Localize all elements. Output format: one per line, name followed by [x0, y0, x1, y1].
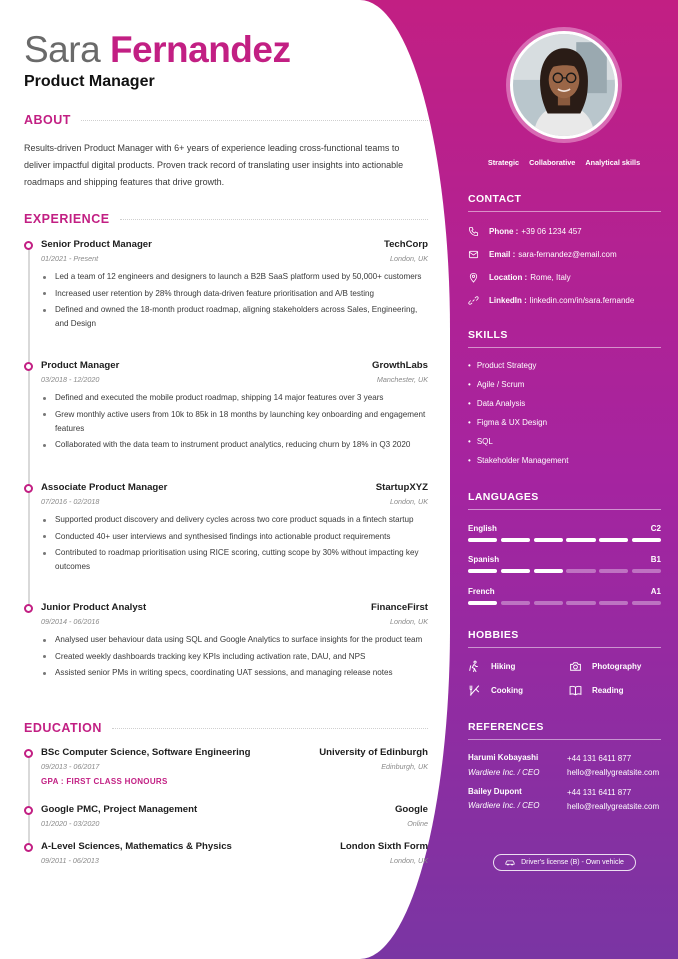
link-icon — [468, 295, 479, 306]
language-meter-segment — [501, 538, 530, 542]
experience-bullet: Collaborated with the data team to instrument product analytics, reducing churn by 18% in Q3 2020 — [41, 438, 428, 452]
hobby-item — [468, 684, 523, 697]
hobby-item — [468, 660, 515, 673]
experience-title: Senior Product Manager — [41, 239, 152, 250]
references-heading: REFERENCES — [468, 721, 661, 740]
education-location: London, UK — [390, 856, 428, 865]
hobby-item — [569, 660, 641, 673]
experience-bullet: Analysed user behaviour data using SQL and Google Analytics to surface insights for the product team — [41, 633, 428, 647]
experience-bullet: Grew monthly active users from 10k to 85k in 18 months by launching key onboarding and engagement features — [41, 408, 428, 436]
contact-linkedin-label: LinkedIn : — [489, 296, 527, 305]
skill-item: • Data Analysis — [468, 399, 525, 408]
skill-item: • SQL — [468, 437, 493, 446]
experience-bullet: Created weekly dashboards tracking key KPIs including activation rate, DAU, and NPS — [41, 650, 428, 664]
language-meter-segment — [566, 569, 595, 573]
experience-entry — [24, 482, 428, 602]
skills-heading: SKILLS — [468, 329, 661, 348]
contact-email — [468, 249, 617, 260]
experience-dates: 01/2021 - Present — [41, 254, 99, 263]
education-entry — [24, 804, 428, 834]
education-school: London Sixth Form — [340, 841, 428, 852]
language-meter — [468, 569, 661, 573]
timeline-dot — [24, 604, 33, 613]
experience-title: Associate Product Manager — [41, 482, 168, 493]
language-meter-segment — [501, 601, 530, 605]
job-title: Product Manager — [24, 73, 155, 90]
timeline-dot — [24, 484, 33, 493]
experience-company: GrowthLabs — [372, 360, 428, 371]
contact-location — [468, 272, 571, 283]
language-meter-segment — [632, 538, 661, 542]
experience-bullet: Led a team of 12 engineers and designers to launch a B2B SaaS platform used by 50,000+ customers — [41, 270, 428, 284]
reference-role: Wardiere Inc. / CEO — [468, 801, 540, 810]
experience-location: Manchester, UK — [376, 375, 428, 384]
drivers-license-badge — [493, 854, 636, 871]
experience-company: FinanceFirst — [370, 602, 428, 613]
reference-email[interactable]: hello@reallygreatsite.com — [567, 768, 660, 777]
education-title: BSc Computer Science, Software Engineering — [41, 747, 251, 758]
language-spanish — [468, 555, 661, 564]
experience-company: StartupXYZ — [375, 482, 428, 493]
experience-company: TechCorp — [383, 239, 428, 250]
education-gpa: GPA : FIRST CLASS HONOURS — [41, 777, 168, 786]
experience-title: Junior Product Analyst — [41, 602, 147, 613]
hiking-icon — [468, 660, 481, 673]
education-dates: 09/2011 - 06/2013 — [41, 856, 99, 865]
language-french — [468, 587, 661, 596]
skill-item: • Product Strategy — [468, 361, 536, 370]
language-level: C2 — [650, 524, 661, 533]
experience-dates: 09/2014 - 06/2016 — [41, 617, 100, 626]
about-heading: ABOUT — [24, 113, 428, 127]
profile-photo-frame — [506, 27, 622, 143]
hobby-label: Hiking — [491, 662, 516, 671]
experience-bullet: Defined and owned the 18-month product roadmap, aligning stakeholders across Sales, Engineering, and Design — [41, 303, 428, 331]
language-name: French — [468, 587, 495, 596]
experience-location: London, UK — [390, 497, 428, 506]
education-entry — [24, 747, 428, 797]
car-icon — [505, 859, 515, 867]
cooking-icon — [468, 684, 481, 697]
camera-icon — [569, 660, 582, 673]
experience-bullet: Supported product discovery and delivery cycles across two core product squads in a fintech startup — [41, 513, 428, 527]
reference-phone: +44 131 6411 877 — [567, 788, 632, 797]
full-name — [24, 30, 290, 70]
language-meter — [468, 601, 661, 605]
location-pin-icon — [468, 272, 479, 283]
contact-phone-value: +39 06 1234 457 — [521, 227, 582, 236]
experience-bullet: Assisted senior PMs in writing specs, coordinating UAT sessions, and managing release notes — [41, 666, 428, 680]
education-school: Google — [394, 804, 428, 815]
skill-item: • Stakeholder Management — [468, 456, 568, 465]
contact-phone-label: Phone : — [489, 227, 519, 236]
language-name: English — [468, 524, 497, 533]
language-meter-segment — [501, 569, 530, 573]
education-heading: EDUCATION — [24, 721, 428, 735]
language-meter-segment — [566, 601, 595, 605]
tag: Analytical skills — [585, 158, 641, 167]
language-meter-segment — [534, 601, 563, 605]
first-name: Sara — [24, 29, 101, 70]
timeline-dot — [24, 806, 33, 815]
language-meter-segment — [468, 538, 497, 542]
last-name: Fernandez — [109, 29, 291, 70]
experience-entry — [24, 360, 428, 480]
experience-dates: 07/2016 - 02/2018 — [41, 497, 100, 506]
skill-item: • Agile / Scrum — [468, 380, 524, 389]
education-title: A-Level Sciences, Mathematics & Physics — [41, 841, 232, 852]
experience-location: London, UK — [390, 617, 428, 626]
timeline-dot — [24, 362, 33, 371]
tag: Collaborative — [529, 158, 576, 167]
experience-location: London, UK — [390, 254, 428, 263]
contact-email-label: Email : — [489, 250, 516, 259]
experience-bullet: Defined and executed the mobile product roadmap, shipping 14 major features over 3 years — [41, 391, 428, 405]
reference-name: Harumi Kobayashi — [468, 753, 539, 762]
reference-phone: +44 131 6411 877 — [567, 754, 632, 763]
language-meter-segment — [468, 569, 497, 573]
license-text: Driver's license (B) - Own vehicle — [521, 859, 624, 866]
sidebar — [450, 0, 678, 959]
language-meter-segment — [632, 601, 661, 605]
language-meter — [468, 538, 661, 542]
reference-name: Bailey Dupont — [468, 787, 522, 796]
language-english — [468, 524, 661, 533]
reference-role: Wardiere Inc. / CEO — [468, 768, 540, 777]
contact-location-label: Location : — [489, 273, 528, 282]
language-level: B1 — [650, 555, 661, 564]
education-entry — [24, 841, 428, 871]
hobbies-heading: HOBBIES — [468, 629, 661, 648]
contact-location-value: Rome, Italy — [530, 273, 571, 282]
experience-bullet: Contributed to roadmap prioritisation using RICE scoring, cutting scope by 30% without impacting key outcomes — [41, 546, 428, 574]
experience-heading: EXPERIENCE — [24, 212, 428, 226]
education-school: University of Edinburgh — [319, 747, 428, 758]
hobby-label: Reading — [592, 686, 624, 695]
timeline-dot — [24, 241, 33, 250]
book-icon — [569, 684, 582, 697]
contact-linkedin-value[interactable]: linkedin.com/in/sara.fernande — [529, 296, 635, 305]
language-meter-segment — [599, 569, 628, 573]
hobby-label: Cooking — [491, 686, 523, 695]
experience-entry — [24, 239, 428, 359]
language-level: A1 — [650, 587, 661, 596]
hobby-label: Photography — [592, 662, 642, 671]
languages-heading: LANGUAGES — [468, 491, 661, 510]
timeline-dot — [24, 749, 33, 758]
education-location: Edinburgh, UK — [381, 762, 428, 771]
language-meter-segment — [468, 601, 497, 605]
phone-icon — [468, 226, 479, 237]
mail-icon — [468, 249, 479, 260]
hobby-item — [569, 684, 624, 697]
experience-bullet: Increased user retention by 28% through data-driven feature prioritisation and A/B testing — [41, 287, 428, 301]
education-dates: 01/2020 - 03/2020 — [41, 819, 100, 828]
contact-linkedin — [468, 295, 634, 306]
contact-phone — [468, 226, 582, 237]
tag: Strategic — [487, 158, 520, 167]
profile-photo — [510, 31, 618, 139]
language-name: Spanish — [468, 555, 500, 564]
education-title: Google PMC, Project Management — [41, 804, 198, 815]
reference-email[interactable]: hello@reallygreatsite.com — [567, 802, 660, 811]
about-text: Results-driven Product Manager with 6+ years of experience leading cross-functional teams to deliver impactful digital products. Proven track record of translating user insights into actionable roadmaps and shipping features that drive growth. — [24, 143, 404, 187]
language-meter-segment — [599, 538, 628, 542]
language-meter-segment — [534, 538, 563, 542]
language-meter-segment — [599, 601, 628, 605]
contact-heading: CONTACT — [468, 193, 661, 212]
language-meter-segment — [566, 538, 595, 542]
education-location: Online — [407, 819, 428, 828]
portrait-image — [513, 34, 615, 136]
experience-dates: 03/2018 - 12/2020 — [41, 375, 100, 384]
skill-item: • Figma & UX Design — [468, 418, 547, 427]
language-meter-segment — [534, 569, 563, 573]
personal-tags — [450, 158, 678, 167]
experience-entry — [24, 602, 428, 707]
language-meter-segment — [632, 569, 661, 573]
education-dates: 09/2013 - 06/2017 — [41, 762, 100, 771]
experience-bullet: Conducted 40+ user interviews and synthesised findings into actionable product requirements — [41, 530, 428, 544]
experience-title: Product Manager — [41, 360, 120, 371]
timeline-dot — [24, 843, 33, 852]
contact-email-value[interactable]: sara-fernandez@email.com — [518, 250, 617, 259]
